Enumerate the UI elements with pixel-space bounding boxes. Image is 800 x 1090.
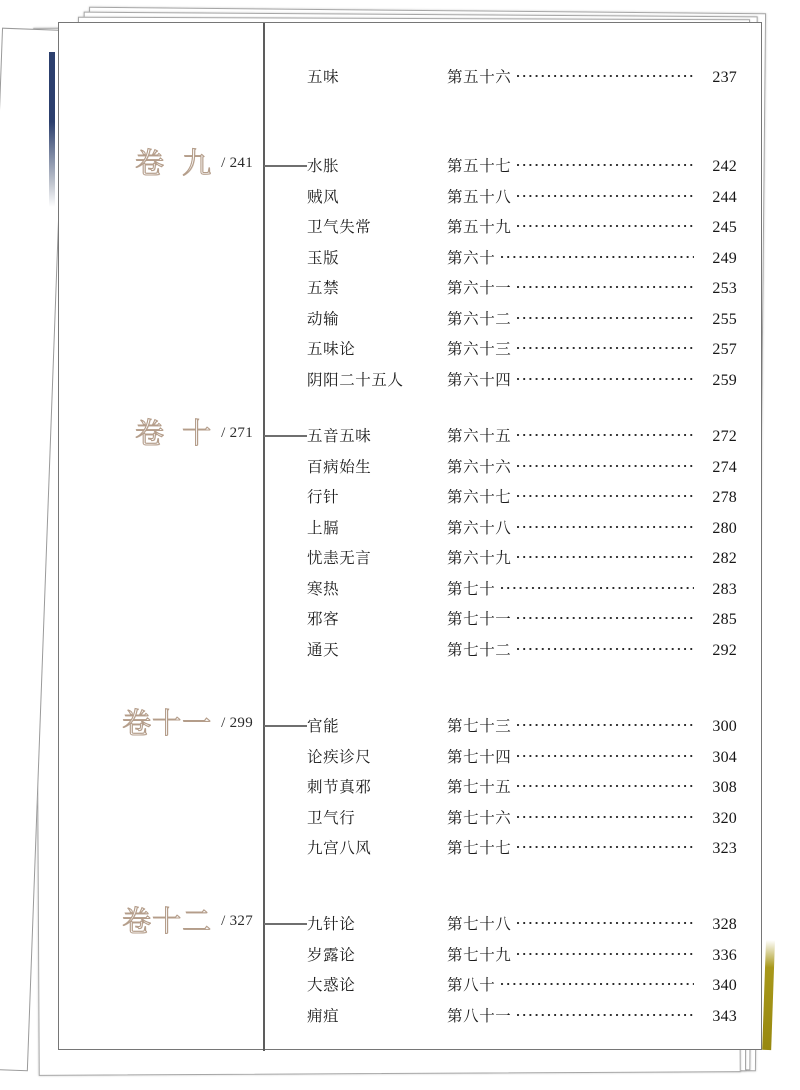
entry-title: 卫气失常	[307, 218, 372, 236]
entry-chapter-number: 第八十一	[447, 1006, 512, 1025]
list-item[interactable]	[307, 912, 737, 943]
list-item[interactable]	[307, 154, 737, 185]
entry-title: 忧恚无言	[307, 549, 372, 567]
entry-title: 阴阳二十五人	[307, 370, 404, 389]
entry-title: 五音五味	[307, 427, 372, 445]
dot-leader	[517, 639, 694, 655]
entry-title: 九宫八风	[307, 839, 372, 857]
volume-heading-11[interactable]	[59, 706, 263, 740]
dot-leader	[517, 456, 694, 472]
entry-title: 官能	[307, 717, 340, 735]
section-tick-mark	[264, 923, 307, 925]
dot-leader	[517, 746, 694, 762]
dot-leader	[517, 807, 694, 823]
entry-chapter-number: 第八十	[447, 976, 496, 994]
entry-page-number: 274	[712, 458, 737, 476]
section-tick-mark	[264, 725, 307, 727]
entry-title: 贼风	[307, 187, 340, 206]
volume-heading-10[interactable]	[59, 416, 263, 450]
list-item[interactable]	[307, 973, 737, 1004]
dot-leader	[517, 338, 694, 354]
entry-chapter-number: 第五十六	[447, 68, 512, 86]
entry-title: 寒热	[307, 579, 340, 598]
entry-chapter-number: 第六十九	[447, 549, 512, 567]
entry-title: 玉版	[307, 248, 340, 267]
entry-chapter-number: 第六十一	[447, 279, 512, 297]
entry-chapter-number: 第七十四	[447, 747, 512, 766]
volume-page-marker: / 327	[221, 913, 253, 929]
dot-leader	[517, 425, 694, 441]
list-item[interactable]	[307, 836, 737, 867]
section-tick-mark	[264, 165, 307, 167]
dot-leader	[501, 247, 694, 263]
entry-page-number: 323	[712, 840, 737, 857]
volume-heading-12[interactable]	[59, 904, 263, 938]
list-item[interactable]	[307, 65, 737, 96]
entry-title: 动输	[307, 309, 340, 328]
entry-page-number: 272	[712, 428, 737, 445]
volume-entries-9	[307, 154, 737, 398]
list-item[interactable]	[307, 185, 737, 216]
dot-leader	[501, 578, 694, 594]
dot-leader	[517, 1005, 694, 1021]
entry-chapter-number: 第七十一	[447, 610, 512, 628]
entry-chapter-number: 第六十八	[447, 518, 512, 537]
dot-leader	[517, 913, 694, 929]
entry-title: 卫气行	[307, 808, 356, 827]
entry-title: 行针	[307, 488, 340, 506]
entry-page-number: 253	[712, 280, 737, 297]
list-item[interactable]	[307, 806, 737, 837]
entry-chapter-number: 第五十八	[447, 187, 512, 206]
entry-page-number: 259	[712, 371, 737, 389]
entry-chapter-number: 第七十二	[447, 640, 512, 659]
dot-leader	[517, 155, 694, 171]
dot-leader	[517, 216, 694, 232]
entry-chapter-number: 第六十	[447, 248, 496, 267]
volume-entries-10	[307, 424, 737, 668]
dot-leader	[517, 944, 694, 960]
list-item[interactable]	[307, 424, 737, 455]
entry-chapter-number: 第六十七	[447, 488, 512, 506]
list-item[interactable]	[307, 307, 737, 338]
entry-title: 痈疽	[307, 1006, 340, 1025]
entry-page-number: 278	[712, 489, 737, 506]
volume-entries-11	[307, 714, 737, 867]
dot-leader	[517, 186, 694, 202]
toc-entry-top	[307, 65, 737, 96]
entry-page-number: 340	[712, 977, 737, 994]
entry-page-number: 282	[712, 550, 737, 567]
entry-page-number: 328	[712, 916, 737, 933]
dot-leader	[517, 608, 694, 624]
dot-leader	[517, 308, 694, 324]
entry-page-number: 343	[712, 1007, 737, 1025]
entry-chapter-number: 第七十五	[447, 778, 512, 796]
entry-title: 百病始生	[307, 457, 372, 476]
entry-page-number: 292	[712, 641, 737, 659]
entry-chapter-number: 第七十八	[447, 915, 512, 933]
entry-title: 五味论	[307, 340, 356, 358]
entry-page-number: 320	[712, 809, 737, 827]
book-edge-sliver-blue	[49, 52, 55, 207]
volume-page-marker: / 271	[221, 425, 253, 441]
entry-page-number: 283	[712, 580, 737, 598]
entry-chapter-number: 第六十四	[447, 370, 512, 389]
toc-page	[58, 22, 762, 1050]
volume-page-marker: / 241	[221, 155, 253, 171]
volume-title: 卷十一	[122, 706, 213, 740]
entry-title: 水胀	[307, 157, 340, 175]
entry-title: 论疾诊尺	[307, 747, 372, 766]
entry-title: 通天	[307, 640, 340, 659]
entry-page-number: 308	[712, 779, 737, 796]
dot-leader	[517, 277, 694, 293]
volume-title: 卷十	[135, 416, 213, 450]
list-item[interactable]	[307, 714, 737, 745]
entry-page-number: 237	[712, 69, 737, 86]
entry-chapter-number: 第七十	[447, 579, 496, 598]
entry-title: 上膈	[307, 518, 340, 537]
dot-leader	[517, 486, 694, 502]
entry-chapter-number: 第六十三	[447, 340, 512, 358]
entry-chapter-number: 第七十六	[447, 808, 512, 827]
entry-page-number: 255	[712, 310, 737, 328]
list-item[interactable]	[307, 215, 737, 246]
list-item[interactable]	[307, 337, 737, 368]
volume-title: 卷十二	[122, 904, 213, 938]
entry-page-number: 304	[712, 748, 737, 766]
list-item[interactable]	[307, 638, 737, 669]
entry-title: 五禁	[307, 279, 340, 297]
dot-leader	[517, 369, 694, 385]
section-tick-mark	[264, 435, 307, 437]
volume-title: 卷九	[135, 146, 213, 180]
volume-entries-12	[307, 912, 737, 1034]
list-item[interactable]	[307, 455, 737, 486]
entry-page-number: 242	[712, 158, 737, 175]
entry-page-number: 257	[712, 341, 737, 358]
list-item[interactable]	[307, 745, 737, 776]
entry-chapter-number: 第七十九	[447, 945, 512, 964]
entry-title: 邪客	[307, 610, 340, 628]
entry-title: 刺节真邪	[307, 778, 372, 796]
list-item[interactable]	[307, 577, 737, 608]
entry-page-number: 249	[712, 249, 737, 267]
list-item[interactable]	[307, 516, 737, 547]
list-item[interactable]	[307, 775, 737, 806]
entry-chapter-number: 第七十三	[447, 717, 512, 735]
entry-chapter-number: 第六十五	[447, 427, 512, 445]
entry-page-number: 300	[712, 718, 737, 735]
dot-leader	[517, 66, 694, 82]
list-item[interactable]	[307, 276, 737, 307]
entry-title: 五味	[307, 68, 340, 86]
entry-title: 大惑论	[307, 976, 356, 994]
list-item[interactable]	[307, 1004, 737, 1035]
entry-chapter-number: 第五十九	[447, 218, 512, 236]
list-item[interactable]	[307, 246, 737, 277]
dot-leader	[517, 517, 694, 533]
dot-leader	[517, 547, 694, 563]
dot-leader	[517, 837, 694, 853]
list-item[interactable]	[307, 485, 737, 516]
entry-chapter-number: 第六十二	[447, 309, 512, 328]
entry-chapter-number: 第五十七	[447, 157, 512, 175]
entry-page-number: 285	[712, 611, 737, 628]
list-item[interactable]	[307, 368, 737, 399]
dot-leader	[517, 715, 694, 731]
entry-page-number: 245	[712, 219, 737, 236]
list-item[interactable]	[307, 607, 737, 638]
volume-heading-9[interactable]	[59, 146, 263, 180]
list-item[interactable]	[307, 943, 737, 974]
dot-leader	[501, 974, 694, 990]
entry-chapter-number: 第七十七	[447, 839, 512, 857]
book-edge-sliver-gold	[762, 940, 775, 1050]
entry-page-number: 336	[712, 946, 737, 964]
toc-content	[59, 23, 763, 1051]
list-item[interactable]	[307, 546, 737, 577]
entry-page-number: 280	[712, 519, 737, 537]
entry-page-number: 244	[712, 188, 737, 206]
entry-title: 九针论	[307, 915, 356, 933]
entry-chapter-number: 第六十六	[447, 457, 512, 476]
entry-title: 岁露论	[307, 945, 356, 964]
dot-leader	[517, 776, 694, 792]
volume-page-marker: / 299	[221, 715, 253, 731]
